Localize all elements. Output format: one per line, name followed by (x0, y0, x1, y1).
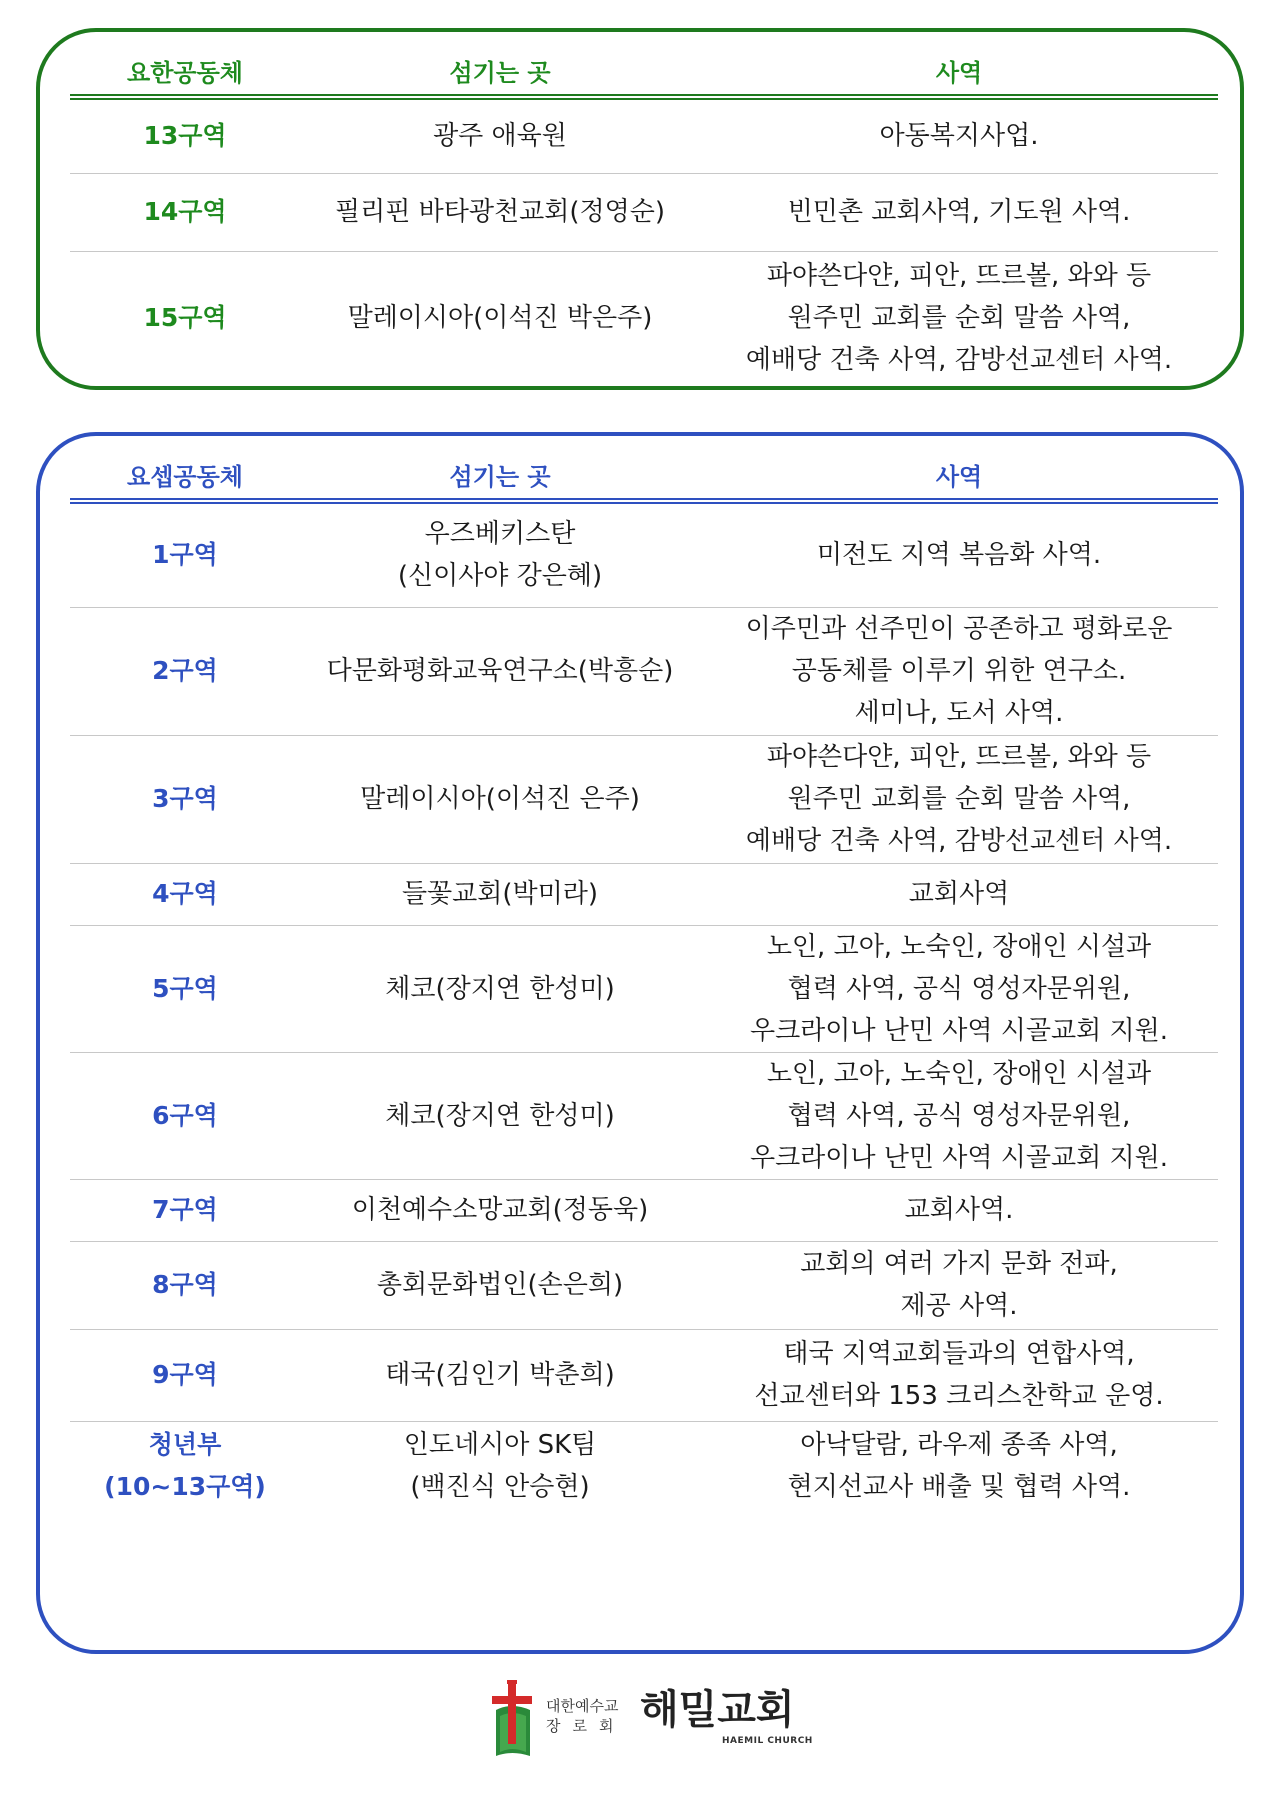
zone-cell (70, 735, 300, 863)
table-row (70, 1052, 1218, 1179)
zone-cell-line: 1구역 (152, 540, 218, 570)
place-cell (300, 97, 700, 173)
denomination-line1: 대한예수교 (546, 1697, 619, 1715)
zone-cell (70, 251, 300, 385)
john-community-table (70, 46, 1218, 385)
zone-cell (70, 1052, 300, 1179)
ministry-header: 사역 (700, 46, 1218, 97)
table-row (70, 501, 1218, 607)
place-cell (300, 1052, 700, 1179)
zone-cell (70, 1241, 300, 1329)
zone-cell (70, 863, 300, 925)
place-cell (300, 607, 700, 735)
ministry-cell (700, 97, 1218, 173)
church-name-english: HAEMIL CHURCH (722, 1736, 813, 1746)
ministry-cell-line: 노인, 고아, 노숙인, 장애인 시설과 (766, 1058, 1152, 1089)
ministry-cell-line: 예배당 건축 사역, 감방선교센터 사역. (745, 345, 1173, 376)
table-header-row (70, 46, 1218, 97)
zone-cell-line: 8구역 (152, 1270, 218, 1299)
zone-cell-line: 5구역 (152, 973, 218, 1003)
place-cell-line: 필리핀 바타광천교회(정영순) (335, 197, 665, 227)
place-cell (300, 501, 700, 607)
footer (0, 1672, 1280, 1772)
ministry-cell-line: 교회의 여러 가지 문화 전파, (800, 1249, 1118, 1279)
ministry-cell-line: 빈민촌 교회사역, 기도원 사역. (787, 197, 1131, 227)
ministry-cell-line: 원주민 교회를 순회 말씀 사역, (787, 303, 1131, 334)
place-cell-line: 우즈베키스탄 (424, 519, 576, 550)
zone-cell-line: 7구역 (152, 1195, 218, 1224)
joseph-community-panel (36, 432, 1244, 1654)
ministry-cell-line: 협력 사역, 공식 영성자문위원, (787, 973, 1131, 1004)
ministry-cell-line: 원주민 교회를 순회 말씀 사역, (787, 784, 1131, 814)
ministry-cell (700, 501, 1218, 607)
place-cell-line: 광주 애육원 (433, 121, 567, 152)
community-header: 요셉공동체 (70, 450, 300, 501)
church-logo (480, 1680, 820, 1760)
joseph-community-table (70, 450, 1218, 1511)
ministry-cell (700, 1329, 1218, 1421)
table-header-row (70, 450, 1218, 501)
place-cell (300, 1179, 700, 1241)
ministry-cell (700, 735, 1218, 863)
table-row (70, 863, 1218, 925)
zone-cell (70, 501, 300, 607)
place-cell (300, 173, 700, 251)
zone-cell-line: 3구역 (152, 784, 218, 813)
ministry-cell (700, 251, 1218, 385)
zone-cell-line: 6구역 (152, 1100, 218, 1130)
denomination-line2: 장로회 (546, 1717, 626, 1735)
ministry-cell (700, 863, 1218, 925)
community-header: 요한공동체 (70, 46, 300, 97)
ministry-cell-line: 파야쓴다얀, 피안, 뜨르볼, 와와 등 (766, 742, 1152, 772)
cross-logo-icon (486, 1680, 538, 1760)
ministry-cell (700, 607, 1218, 735)
place-cell-line: 들꽃교회(박미라) (401, 879, 599, 909)
ministry-cell (700, 1052, 1218, 1179)
place-cell-line: (신이사야 강은혜) (397, 561, 603, 592)
place-cell-line: 말레이시아(이석진 은주) (360, 784, 640, 814)
ministry-cell-line: 협력 사역, 공식 영성자문위원, (787, 1100, 1131, 1131)
ministry-cell-line: 현지선교사 배출 및 협력 사역. (787, 1472, 1131, 1503)
zone-cell-line: 2구역 (152, 656, 218, 685)
denomination-label (546, 1696, 625, 1736)
place-cell (300, 863, 700, 925)
zone-cell (70, 173, 300, 251)
ministry-cell (700, 1241, 1218, 1329)
table-row (70, 1421, 1218, 1511)
table-row (70, 251, 1218, 385)
place-cell-line: 총회문화법인(손은희) (376, 1270, 624, 1300)
place-cell-line: 인도네시아 SK팀 (403, 1430, 597, 1461)
ministry-cell-line: 노인, 고아, 노숙인, 장애인 시설과 (766, 931, 1152, 962)
place-header: 섬기는 곳 (300, 46, 700, 97)
ministry-cell-line: 미전도 지역 복음화 사역. (816, 540, 1102, 571)
place-header: 섬기는 곳 (300, 450, 700, 501)
zone-cell-line: 14구역 (143, 197, 227, 226)
place-cell-line: 이천예수소망교회(정동욱) (351, 1195, 649, 1225)
ministry-cell-line: 세미나, 도서 사역. (854, 698, 1064, 728)
table-row (70, 1329, 1218, 1421)
place-cell-line: 태국(김인기 박춘희) (385, 1360, 615, 1390)
place-cell (300, 1421, 700, 1511)
ministry-header: 사역 (700, 450, 1218, 501)
zone-cell (70, 1421, 300, 1511)
table-row (70, 735, 1218, 863)
ministry-cell-line: 공동체를 이루기 위한 연구소. (791, 656, 1127, 686)
church-name: 해밀교회 (640, 1687, 795, 1733)
ministry-cell-line: 교회사역 (908, 879, 1010, 909)
ministry-cell-line: 선교센터와 153 크리스찬학교 운영. (754, 1381, 1164, 1411)
ministry-cell (700, 925, 1218, 1052)
zone-cell-line: 13구역 (143, 121, 227, 151)
place-cell-line: 말레이시아(이석진 박은주) (347, 303, 653, 334)
zone-cell-line: 9구역 (152, 1360, 218, 1389)
table-row (70, 925, 1218, 1052)
zone-cell-line: (10~13구역) (104, 1472, 266, 1502)
john-community-panel (36, 28, 1244, 390)
zone-cell (70, 607, 300, 735)
place-cell-line: 체코(장지연 한성미) (385, 973, 615, 1004)
place-cell-line: 다문화평화교육연구소(박흥순) (326, 656, 674, 686)
zone-cell (70, 97, 300, 173)
zone-cell-line: 청년부 (148, 1430, 222, 1460)
zone-cell-line: 4구역 (152, 879, 218, 908)
ministry-cell-line: 예배당 건축 사역, 감방선교센터 사역. (745, 826, 1173, 856)
ministry-cell-line: 아낙달람, 라우제 종족 사역, (800, 1430, 1118, 1461)
ministry-cell-line: 파야쓴다얀, 피안, 뜨르볼, 와와 등 (766, 261, 1152, 292)
place-cell (300, 1329, 700, 1421)
place-cell (300, 735, 700, 863)
ministry-cell-line: 태국 지역교회들과의 연합사역, (783, 1339, 1135, 1369)
ministry-cell-line: 이주민과 선주민이 공존하고 평화로운 (745, 614, 1173, 644)
table-row (70, 607, 1218, 735)
ministry-cell-line: 우크라이나 난민 사역 시골교회 지원. (749, 1142, 1169, 1173)
table-row (70, 97, 1218, 173)
place-cell (300, 925, 700, 1052)
table-row (70, 1179, 1218, 1241)
place-cell-line: 체코(장지연 한성미) (385, 1100, 615, 1131)
ministry-cell (700, 1179, 1218, 1241)
ministry-cell (700, 1421, 1218, 1511)
zone-cell (70, 1179, 300, 1241)
ministry-cell-line: 우크라이나 난민 사역 시골교회 지원. (749, 1015, 1169, 1046)
zone-cell (70, 1329, 300, 1421)
ministry-cell-line: 아동복지사업. (879, 121, 1039, 152)
zone-cell-line: 15구역 (143, 303, 227, 333)
ministry-cell-line: 교회사역. (904, 1195, 1014, 1225)
table-row (70, 173, 1218, 251)
table-row (70, 1241, 1218, 1329)
place-cell (300, 1241, 700, 1329)
place-cell (300, 251, 700, 385)
ministry-cell-line: 제공 사역. (900, 1291, 1018, 1321)
zone-cell (70, 925, 300, 1052)
ministry-cell (700, 173, 1218, 251)
place-cell-line: (백진식 안승현) (410, 1472, 590, 1503)
